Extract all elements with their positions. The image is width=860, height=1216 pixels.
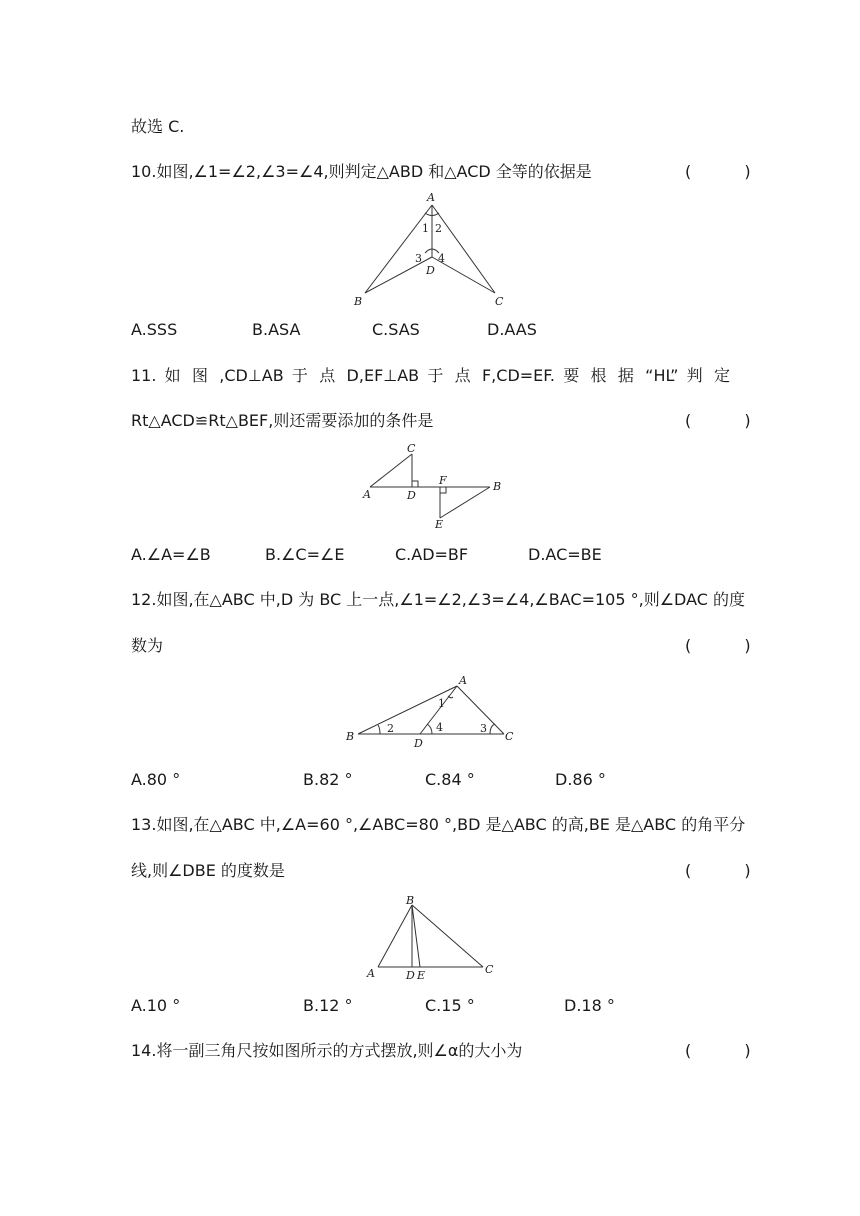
option-d[interactable]: D.86 ° — [555, 770, 606, 789]
label-angle-4: 4 — [436, 721, 443, 734]
label-b: B — [406, 894, 415, 907]
question-11-stem-line-2: Rt△ACD≌Rt△BEF,则还需要添加的条件是 — [131, 411, 434, 430]
question-10-stem: 10.如图,∠1=∠2,∠3=∠4,则判定△ABD 和△ACD 全等的依据是 — [131, 162, 592, 181]
option-d[interactable]: D.AAS — [487, 320, 537, 339]
label-e: E — [417, 969, 426, 982]
angle-mark-2 — [378, 725, 380, 734]
question-12-stem-line-1: 12.如图,在△ABC 中,D 为 BC 上一点,∠1=∠2,∠3=∠4,∠BAC=105 °,则∠DAC 的度 — [131, 590, 746, 609]
option-b[interactable]: B.82 ° — [303, 770, 353, 789]
label-a: A — [459, 674, 467, 687]
answer-blank-q12: ( ) — [685, 636, 775, 655]
options-q12 — [131, 770, 751, 790]
options-q13 — [131, 996, 751, 1016]
label-c: C — [407, 442, 416, 455]
label-f: F — [439, 474, 447, 487]
question-12-stem-line-2: 数为 — [131, 636, 164, 655]
label-c: C — [495, 295, 504, 308]
label-angle-3: 3 — [415, 252, 422, 265]
answer-blank-q10: ( ) — [685, 162, 775, 181]
options-q10 — [131, 320, 751, 340]
label-angle-4: 4 — [438, 252, 445, 265]
segment-ac — [370, 454, 412, 487]
figure-q13-triangle — [360, 893, 500, 983]
segment-be — [440, 487, 490, 518]
option-b[interactable]: B.ASA — [252, 320, 301, 339]
previous-answer-conclusion: 故选 C. — [131, 117, 185, 136]
segment-be-bisector — [412, 905, 420, 967]
right-angle-mark-d — [412, 481, 418, 487]
option-d[interactable]: D.AC=BE — [528, 545, 602, 564]
label-a: A — [363, 488, 371, 501]
option-c[interactable]: C.AD=BF — [395, 545, 469, 564]
option-b[interactable]: B.∠C=∠E — [265, 545, 345, 564]
option-b[interactable]: B.12 ° — [303, 996, 353, 1015]
option-a[interactable]: A.SSS — [131, 320, 178, 339]
question-13-stem-line-2: 线,则∠DBE 的度数是 — [131, 861, 285, 880]
option-a[interactable]: A.∠A=∠B — [131, 545, 211, 564]
label-b: B — [346, 730, 355, 743]
question-11-stem-line-1: 11. 如 图 ,CD⊥AB 于 点 D,EF⊥AB 于 点 F,CD=EF. 要 根 据 “HL” 判 定 — [131, 366, 730, 385]
angle-mark-3 — [490, 724, 495, 734]
label-angle-1: 1 — [422, 222, 429, 235]
option-c[interactable]: C.15 ° — [425, 996, 475, 1015]
label-b: B — [354, 295, 363, 308]
label-angle-3: 3 — [480, 722, 487, 735]
answer-blank-q14: ( ) — [685, 1041, 775, 1060]
segment-ab — [365, 205, 432, 293]
label-e: E — [435, 518, 444, 531]
option-a[interactable]: A.80 ° — [131, 770, 181, 789]
label-c: C — [505, 730, 514, 743]
label-d: D — [414, 737, 423, 750]
segment-bc — [412, 905, 483, 967]
option-d[interactable]: D.18 ° — [564, 996, 615, 1015]
right-angle-mark-f — [440, 487, 446, 493]
label-c: C — [485, 963, 494, 976]
angle-mark-1 — [448, 696, 453, 698]
options-q11 — [131, 545, 751, 565]
option-c[interactable]: C.84 ° — [425, 770, 475, 789]
segment-ab — [378, 905, 412, 967]
label-a: A — [367, 967, 375, 980]
label-d: D — [407, 489, 416, 502]
figure-q10-kite — [350, 193, 510, 311]
figure-q12-triangle — [340, 670, 520, 750]
angle-mark-4 — [427, 724, 432, 734]
segment-ac — [432, 205, 495, 293]
label-d: D — [406, 969, 415, 982]
label-angle-2: 2 — [435, 222, 442, 235]
label-b: B — [493, 480, 502, 493]
label-a: A — [427, 191, 435, 204]
answer-blank-q13: ( ) — [685, 861, 775, 880]
question-13-stem-line-1: 13.如图,在△ABC 中,∠A=60 °,∠ABC=80 °,BD 是△ABC 的高,BE 是△ABC 的角平分 — [131, 815, 746, 834]
question-14-stem: 14.将一副三角尺按如图所示的方式摆放,则∠α的大小为 — [131, 1041, 523, 1060]
figure-q11-two-right-triangles — [360, 441, 510, 533]
option-a[interactable]: A.10 ° — [131, 996, 181, 1015]
answer-blank-q11: ( ) — [685, 411, 775, 430]
label-d: D — [426, 264, 435, 277]
option-c[interactable]: C.SAS — [372, 320, 420, 339]
label-angle-2: 2 — [387, 722, 394, 735]
label-angle-1: 1 — [438, 697, 445, 710]
